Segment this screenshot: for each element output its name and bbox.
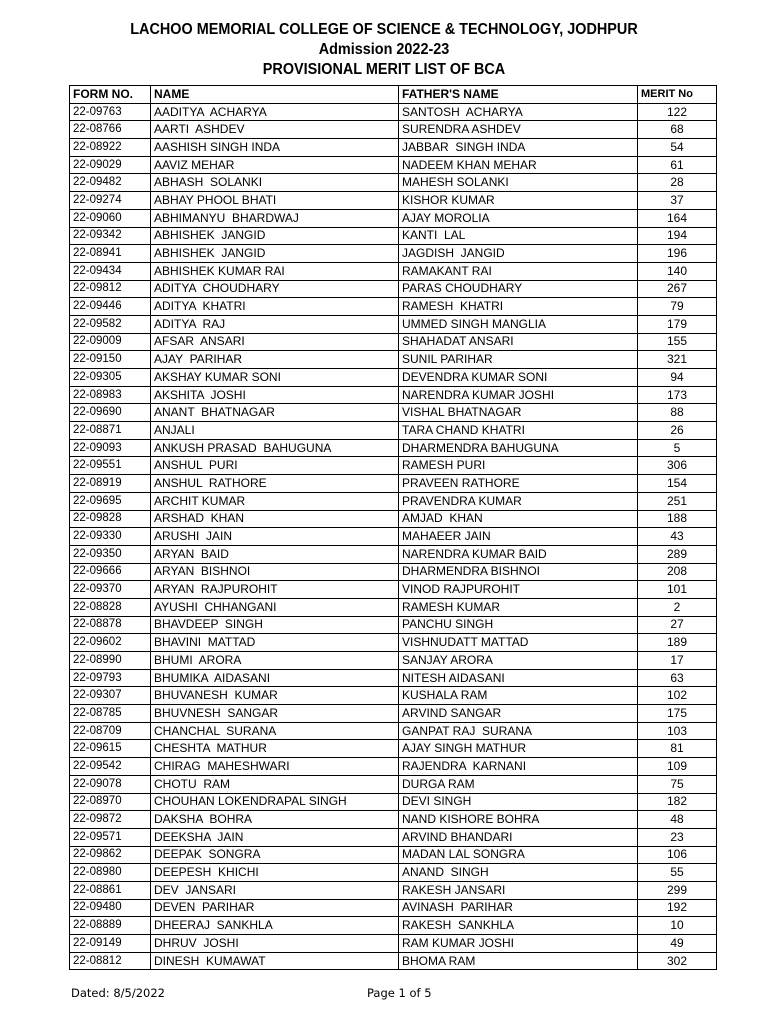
merit-no-cell: 164 — [638, 209, 717, 227]
merit-no-cell: 55 — [638, 864, 717, 882]
fathers-name-cell: AJAY MOROLIA — [399, 209, 638, 227]
form-no-cell: 22-08970 — [70, 793, 151, 811]
table-row — [70, 846, 717, 864]
fathers-name-cell: PRAVENDRA KUMAR — [399, 492, 638, 510]
name-cell: AYUSHI CHHANGANI — [151, 598, 399, 616]
fathers-name-cell: SHAHADAT ANSARI — [399, 333, 638, 351]
name-cell: ANSHUL PURI — [151, 457, 399, 475]
merit-no-cell: 48 — [638, 811, 717, 829]
table-row — [70, 333, 717, 351]
merit-no-cell: 10 — [638, 917, 717, 935]
form-no-cell: 22-09330 — [70, 528, 151, 546]
table-row — [70, 492, 717, 510]
merit-no-cell: 37 — [638, 192, 717, 210]
form-no-cell: 22-09551 — [70, 457, 151, 475]
merit-no-cell: 179 — [638, 315, 717, 333]
merit-no-cell: 109 — [638, 758, 717, 776]
fathers-name-cell: SURENDRA ASHDEV — [399, 121, 638, 139]
form-no-cell: 22-09690 — [70, 404, 151, 422]
table-header-row — [70, 86, 717, 104]
name-cell: DHRUV JOSHI — [151, 935, 399, 953]
form-no-cell: 22-09060 — [70, 209, 151, 227]
name-cell: ABHAY PHOOL BHATI — [151, 192, 399, 210]
fathers-name-cell: SANTOSH ACHARYA — [399, 103, 638, 121]
merit-no-cell: 94 — [638, 369, 717, 387]
merit-no-cell: 102 — [638, 687, 717, 705]
fathers-name-cell: UMMED SINGH MANGLIA — [399, 315, 638, 333]
name-cell: DHEERAJ SANKHLA — [151, 917, 399, 935]
name-cell: CHOTU RAM — [151, 775, 399, 793]
name-cell: ABHISHEK JANGID — [151, 245, 399, 263]
name-cell: CHIRAG MAHESHWARI — [151, 758, 399, 776]
fathers-name-cell: DHARMENDRA BAHUGUNA — [399, 439, 638, 457]
merit-no-cell: 194 — [638, 227, 717, 245]
fathers-name-cell: AMJAD KHAN — [399, 510, 638, 528]
fathers-name-cell: VINOD RAJPUROHIT — [399, 581, 638, 599]
name-cell: DEEKSHA JAIN — [151, 828, 399, 846]
table-row — [70, 369, 717, 387]
table-row — [70, 952, 717, 970]
merit-no-cell: 251 — [638, 492, 717, 510]
merit-no-cell: 79 — [638, 298, 717, 316]
form-no-cell: 22-09149 — [70, 935, 151, 953]
merit-no-cell: 101 — [638, 581, 717, 599]
table-row — [70, 669, 717, 687]
name-cell: AJAY PARIHAR — [151, 351, 399, 369]
merit-no-cell: 103 — [638, 722, 717, 740]
table-row — [70, 262, 717, 280]
form-no-cell: 22-08980 — [70, 864, 151, 882]
merit-no-cell: 63 — [638, 669, 717, 687]
merit-no-cell: 106 — [638, 846, 717, 864]
fathers-name-cell: DHARMENDRA BISHNOI — [399, 563, 638, 581]
fathers-name-cell: NARENDRA KUMAR JOSHI — [399, 386, 638, 404]
table-row — [70, 917, 717, 935]
form-no-cell: 22-08785 — [70, 705, 151, 723]
table-row — [70, 687, 717, 705]
name-cell: ADITYA CHOUDHARY — [151, 280, 399, 298]
form-no-cell: 22-09093 — [70, 439, 151, 457]
merit-no-cell: 140 — [638, 262, 717, 280]
merit-no-cell: 188 — [638, 510, 717, 528]
table-row — [70, 280, 717, 298]
name-cell: BHUMIKA AIDASANI — [151, 669, 399, 687]
merit-no-cell: 267 — [638, 280, 717, 298]
fathers-name-cell: NITESH AIDASANI — [399, 669, 638, 687]
name-cell: BHUVANESH KUMAR — [151, 687, 399, 705]
fathers-name-cell: SANJAY ARORA — [399, 652, 638, 670]
form-no-cell: 22-09571 — [70, 828, 151, 846]
fathers-name-cell: MAHAEER JAIN — [399, 528, 638, 546]
merit-no-cell: 192 — [638, 899, 717, 917]
name-cell: ADITYA RAJ — [151, 315, 399, 333]
table-row — [70, 652, 717, 670]
form-no-cell: 22-09582 — [70, 315, 151, 333]
fathers-name-cell: RAMESH KHATRI — [399, 298, 638, 316]
table-row — [70, 598, 717, 616]
name-cell: DEEPAK SONGRA — [151, 846, 399, 864]
table-row — [70, 386, 717, 404]
fathers-name-cell: NADEEM KHAN MEHAR — [399, 156, 638, 174]
fathers-name-cell: KUSHALA RAM — [399, 687, 638, 705]
name-cell: ARYAN BISHNOI — [151, 563, 399, 581]
fathers-name-cell: VISHAL BHATNAGAR — [399, 404, 638, 422]
merit-no-cell: 68 — [638, 121, 717, 139]
fathers-name-cell: RAMAKANT RAI — [399, 262, 638, 280]
merit-list-table — [69, 85, 717, 970]
table-row — [70, 475, 717, 493]
merit-no-cell: 43 — [638, 528, 717, 546]
fathers-name-cell: AVINASH PARIHAR — [399, 899, 638, 917]
form-no-cell: 22-08861 — [70, 881, 151, 899]
fathers-name-cell: NAND KISHORE BOHRA — [399, 811, 638, 829]
merit-no-cell: 49 — [638, 935, 717, 953]
table-row — [70, 298, 717, 316]
merit-no-cell: 155 — [638, 333, 717, 351]
form-no-cell: 22-08766 — [70, 121, 151, 139]
merit-no-cell: 122 — [638, 103, 717, 121]
form-no-cell: 22-09029 — [70, 156, 151, 174]
merit-no-cell: 306 — [638, 457, 717, 475]
form-no-cell: 22-08878 — [70, 616, 151, 634]
merit-no-cell: 5 — [638, 439, 717, 457]
merit-no-cell: 208 — [638, 563, 717, 581]
table-row — [70, 439, 717, 457]
name-cell: DEV JANSARI — [151, 881, 399, 899]
fathers-name-cell: RAMESH KUMAR — [399, 598, 638, 616]
name-cell: AAVIZ MEHAR — [151, 156, 399, 174]
form-no-cell: 22-09078 — [70, 775, 151, 793]
table-row — [70, 245, 717, 263]
name-cell: ARYAN RAJPUROHIT — [151, 581, 399, 599]
table-row — [70, 545, 717, 563]
fathers-name-cell: PANCHU SINGH — [399, 616, 638, 634]
name-cell: ABHISHEK KUMAR RAI — [151, 262, 399, 280]
merit-no-cell: 28 — [638, 174, 717, 192]
form-no-cell: 22-09695 — [70, 492, 151, 510]
name-cell: DINESH KUMAWAT — [151, 952, 399, 970]
form-no-cell: 22-08889 — [70, 917, 151, 935]
table-row — [70, 510, 717, 528]
form-no-cell: 22-09602 — [70, 634, 151, 652]
fathers-name-cell: KISHOR KUMAR — [399, 192, 638, 210]
form-no-cell: 22-09150 — [70, 351, 151, 369]
form-no-cell: 22-09812 — [70, 280, 151, 298]
name-cell: ANKUSH PRASAD BAHUGUNA — [151, 439, 399, 457]
fathers-name-cell: JABBAR SINGH INDA — [399, 139, 638, 157]
form-no-cell: 22-09482 — [70, 174, 151, 192]
name-cell: ARCHIT KUMAR — [151, 492, 399, 510]
form-no-cell: 22-08828 — [70, 598, 151, 616]
table-row — [70, 811, 717, 829]
column-header-merit-no: MERIT No — [638, 86, 717, 104]
merit-no-cell: 26 — [638, 422, 717, 440]
form-no-cell: 22-09480 — [70, 899, 151, 917]
merit-no-cell: 2 — [638, 598, 717, 616]
name-cell: ADITYA KHATRI — [151, 298, 399, 316]
fathers-name-cell: DEVI SINGH — [399, 793, 638, 811]
name-cell: ABHISHEK JANGID — [151, 227, 399, 245]
page-number: Page 1 of 5 — [367, 986, 432, 1000]
fathers-name-cell: PARAS CHOUDHARY — [399, 280, 638, 298]
form-no-cell: 22-08709 — [70, 722, 151, 740]
table-row — [70, 563, 717, 581]
admission-session: Admission 2022-23 — [318, 41, 450, 58]
name-cell: ANJALI — [151, 422, 399, 440]
fathers-name-cell: PRAVEEN RATHORE — [399, 475, 638, 493]
fathers-name-cell: RAMESH PURI — [399, 457, 638, 475]
table-row — [70, 828, 717, 846]
fathers-name-cell: BHOMA RAM — [399, 952, 638, 970]
form-no-cell: 22-08922 — [70, 139, 151, 157]
form-no-cell: 22-09446 — [70, 298, 151, 316]
merit-no-cell: 189 — [638, 634, 717, 652]
table-row — [70, 775, 717, 793]
table-row — [70, 581, 717, 599]
merit-no-cell: 175 — [638, 705, 717, 723]
name-cell: CHANCHAL SURANA — [151, 722, 399, 740]
fathers-name-cell: KANTI LAL — [399, 227, 638, 245]
table-row — [70, 935, 717, 953]
table-row — [70, 227, 717, 245]
merit-no-cell: 88 — [638, 404, 717, 422]
merit-list-title: PROVISIONAL MERIT LIST OF BCA — [262, 61, 506, 78]
merit-no-cell: 289 — [638, 545, 717, 563]
name-cell: DEVEN PARIHAR — [151, 899, 399, 917]
document-header — [0, 20, 768, 80]
name-cell: ARUSHI JAIN — [151, 528, 399, 546]
name-cell: AKSHAY KUMAR SONI — [151, 369, 399, 387]
merit-no-cell: 302 — [638, 952, 717, 970]
table-row — [70, 139, 717, 157]
name-cell: DAKSHA BOHRA — [151, 811, 399, 829]
table-row — [70, 156, 717, 174]
name-cell: ABHASH SOLANKI — [151, 174, 399, 192]
table-row — [70, 209, 717, 227]
table-row — [70, 616, 717, 634]
form-no-cell: 22-08983 — [70, 386, 151, 404]
form-no-cell: 22-09763 — [70, 103, 151, 121]
name-cell: BHAVINI MATTAD — [151, 634, 399, 652]
column-header-form-no: FORM NO. — [70, 86, 151, 104]
fathers-name-cell: MADAN LAL SONGRA — [399, 846, 638, 864]
name-cell: AADITYA ACHARYA — [151, 103, 399, 121]
merit-no-cell: 321 — [638, 351, 717, 369]
name-cell: ABHIMANYU BHARDWAJ — [151, 209, 399, 227]
form-no-cell: 22-09615 — [70, 740, 151, 758]
form-no-cell: 22-09342 — [70, 227, 151, 245]
form-no-cell: 22-09542 — [70, 758, 151, 776]
table-row — [70, 121, 717, 139]
name-cell: AKSHITA JOSHI — [151, 386, 399, 404]
name-cell: ARSHAD KHAN — [151, 510, 399, 528]
form-no-cell: 22-09274 — [70, 192, 151, 210]
fathers-name-cell: TARA CHAND KHATRI — [399, 422, 638, 440]
form-no-cell: 22-09305 — [70, 369, 151, 387]
college-name: LACHOO MEMORIAL COLLEGE OF SCIENCE & TECHNOLOGY, JODHPUR — [130, 21, 638, 38]
form-no-cell: 22-09828 — [70, 510, 151, 528]
merit-no-cell: 17 — [638, 652, 717, 670]
table-row — [70, 528, 717, 546]
fathers-name-cell: RAKESH JANSARI — [399, 881, 638, 899]
name-cell: ANSHUL RATHORE — [151, 475, 399, 493]
table-row — [70, 192, 717, 210]
form-no-cell: 22-09872 — [70, 811, 151, 829]
name-cell: AFSAR ANSARI — [151, 333, 399, 351]
name-cell: BHAVDEEP SINGH — [151, 616, 399, 634]
fathers-name-cell: AJAY SINGH MATHUR — [399, 740, 638, 758]
fathers-name-cell: DEVENDRA KUMAR SONI — [399, 369, 638, 387]
table-row — [70, 722, 717, 740]
fathers-name-cell: RAJENDRA KARNANI — [399, 758, 638, 776]
fathers-name-cell: DURGA RAM — [399, 775, 638, 793]
table-row — [70, 422, 717, 440]
table-row — [70, 315, 717, 333]
table-row — [70, 864, 717, 882]
fathers-name-cell: SUNIL PARIHAR — [399, 351, 638, 369]
merit-no-cell: 75 — [638, 775, 717, 793]
table-body — [70, 103, 717, 970]
table-row — [70, 634, 717, 652]
fathers-name-cell: ARVIND SANGAR — [399, 705, 638, 723]
fathers-name-cell: VISHNUDATT MATTAD — [399, 634, 638, 652]
merit-no-cell: 61 — [638, 156, 717, 174]
fathers-name-cell: JAGDISH JANGID — [399, 245, 638, 263]
fathers-name-cell: ANAND SINGH — [399, 864, 638, 882]
form-no-cell: 22-08919 — [70, 475, 151, 493]
form-no-cell: 22-09666 — [70, 563, 151, 581]
table-row — [70, 740, 717, 758]
dated-label: Dated: 8/5/2022 — [71, 986, 165, 1000]
fathers-name-cell: MAHESH SOLANKI — [399, 174, 638, 192]
table-row — [70, 705, 717, 723]
merit-no-cell: 173 — [638, 386, 717, 404]
table-row — [70, 881, 717, 899]
name-cell: BHUVNESH SANGAR — [151, 705, 399, 723]
merit-no-cell: 81 — [638, 740, 717, 758]
form-no-cell: 22-09350 — [70, 545, 151, 563]
column-header-name: NAME — [151, 86, 399, 104]
form-no-cell: 22-09009 — [70, 333, 151, 351]
table-row — [70, 758, 717, 776]
merit-no-cell: 196 — [638, 245, 717, 263]
table-row — [70, 174, 717, 192]
name-cell: CHOUHAN LOKENDRAPAL SINGH — [151, 793, 399, 811]
table-row — [70, 457, 717, 475]
table-row — [70, 899, 717, 917]
form-no-cell: 22-08941 — [70, 245, 151, 263]
table-row — [70, 404, 717, 422]
merit-no-cell: 154 — [638, 475, 717, 493]
form-no-cell: 22-09434 — [70, 262, 151, 280]
table-row — [70, 793, 717, 811]
name-cell: BHUMI ARORA — [151, 652, 399, 670]
name-cell: DEEPESH KHICHI — [151, 864, 399, 882]
merit-no-cell: 54 — [638, 139, 717, 157]
form-no-cell: 22-09793 — [70, 669, 151, 687]
name-cell: CHESHTA MATHUR — [151, 740, 399, 758]
table-row — [70, 103, 717, 121]
fathers-name-cell: NARENDRA KUMAR BAID — [399, 545, 638, 563]
form-no-cell: 22-09307 — [70, 687, 151, 705]
name-cell: AARTI ASHDEV — [151, 121, 399, 139]
form-no-cell: 22-09370 — [70, 581, 151, 599]
fathers-name-cell: GANPAT RAJ SURANA — [399, 722, 638, 740]
form-no-cell: 22-08812 — [70, 952, 151, 970]
merit-no-cell: 182 — [638, 793, 717, 811]
merit-no-cell: 23 — [638, 828, 717, 846]
form-no-cell: 22-08990 — [70, 652, 151, 670]
table-row — [70, 351, 717, 369]
merit-no-cell: 27 — [638, 616, 717, 634]
column-header-fathers-name: FATHER'S NAME — [399, 86, 638, 104]
name-cell: AASHISH SINGH INDA — [151, 139, 399, 157]
name-cell: ARYAN BAID — [151, 545, 399, 563]
fathers-name-cell: RAM KUMAR JOSHI — [399, 935, 638, 953]
form-no-cell: 22-08871 — [70, 422, 151, 440]
fathers-name-cell: RAKESH SANKHLA — [399, 917, 638, 935]
form-no-cell: 22-09862 — [70, 846, 151, 864]
merit-no-cell: 299 — [638, 881, 717, 899]
fathers-name-cell: ARVIND BHANDARI — [399, 828, 638, 846]
name-cell: ANANT BHATNAGAR — [151, 404, 399, 422]
